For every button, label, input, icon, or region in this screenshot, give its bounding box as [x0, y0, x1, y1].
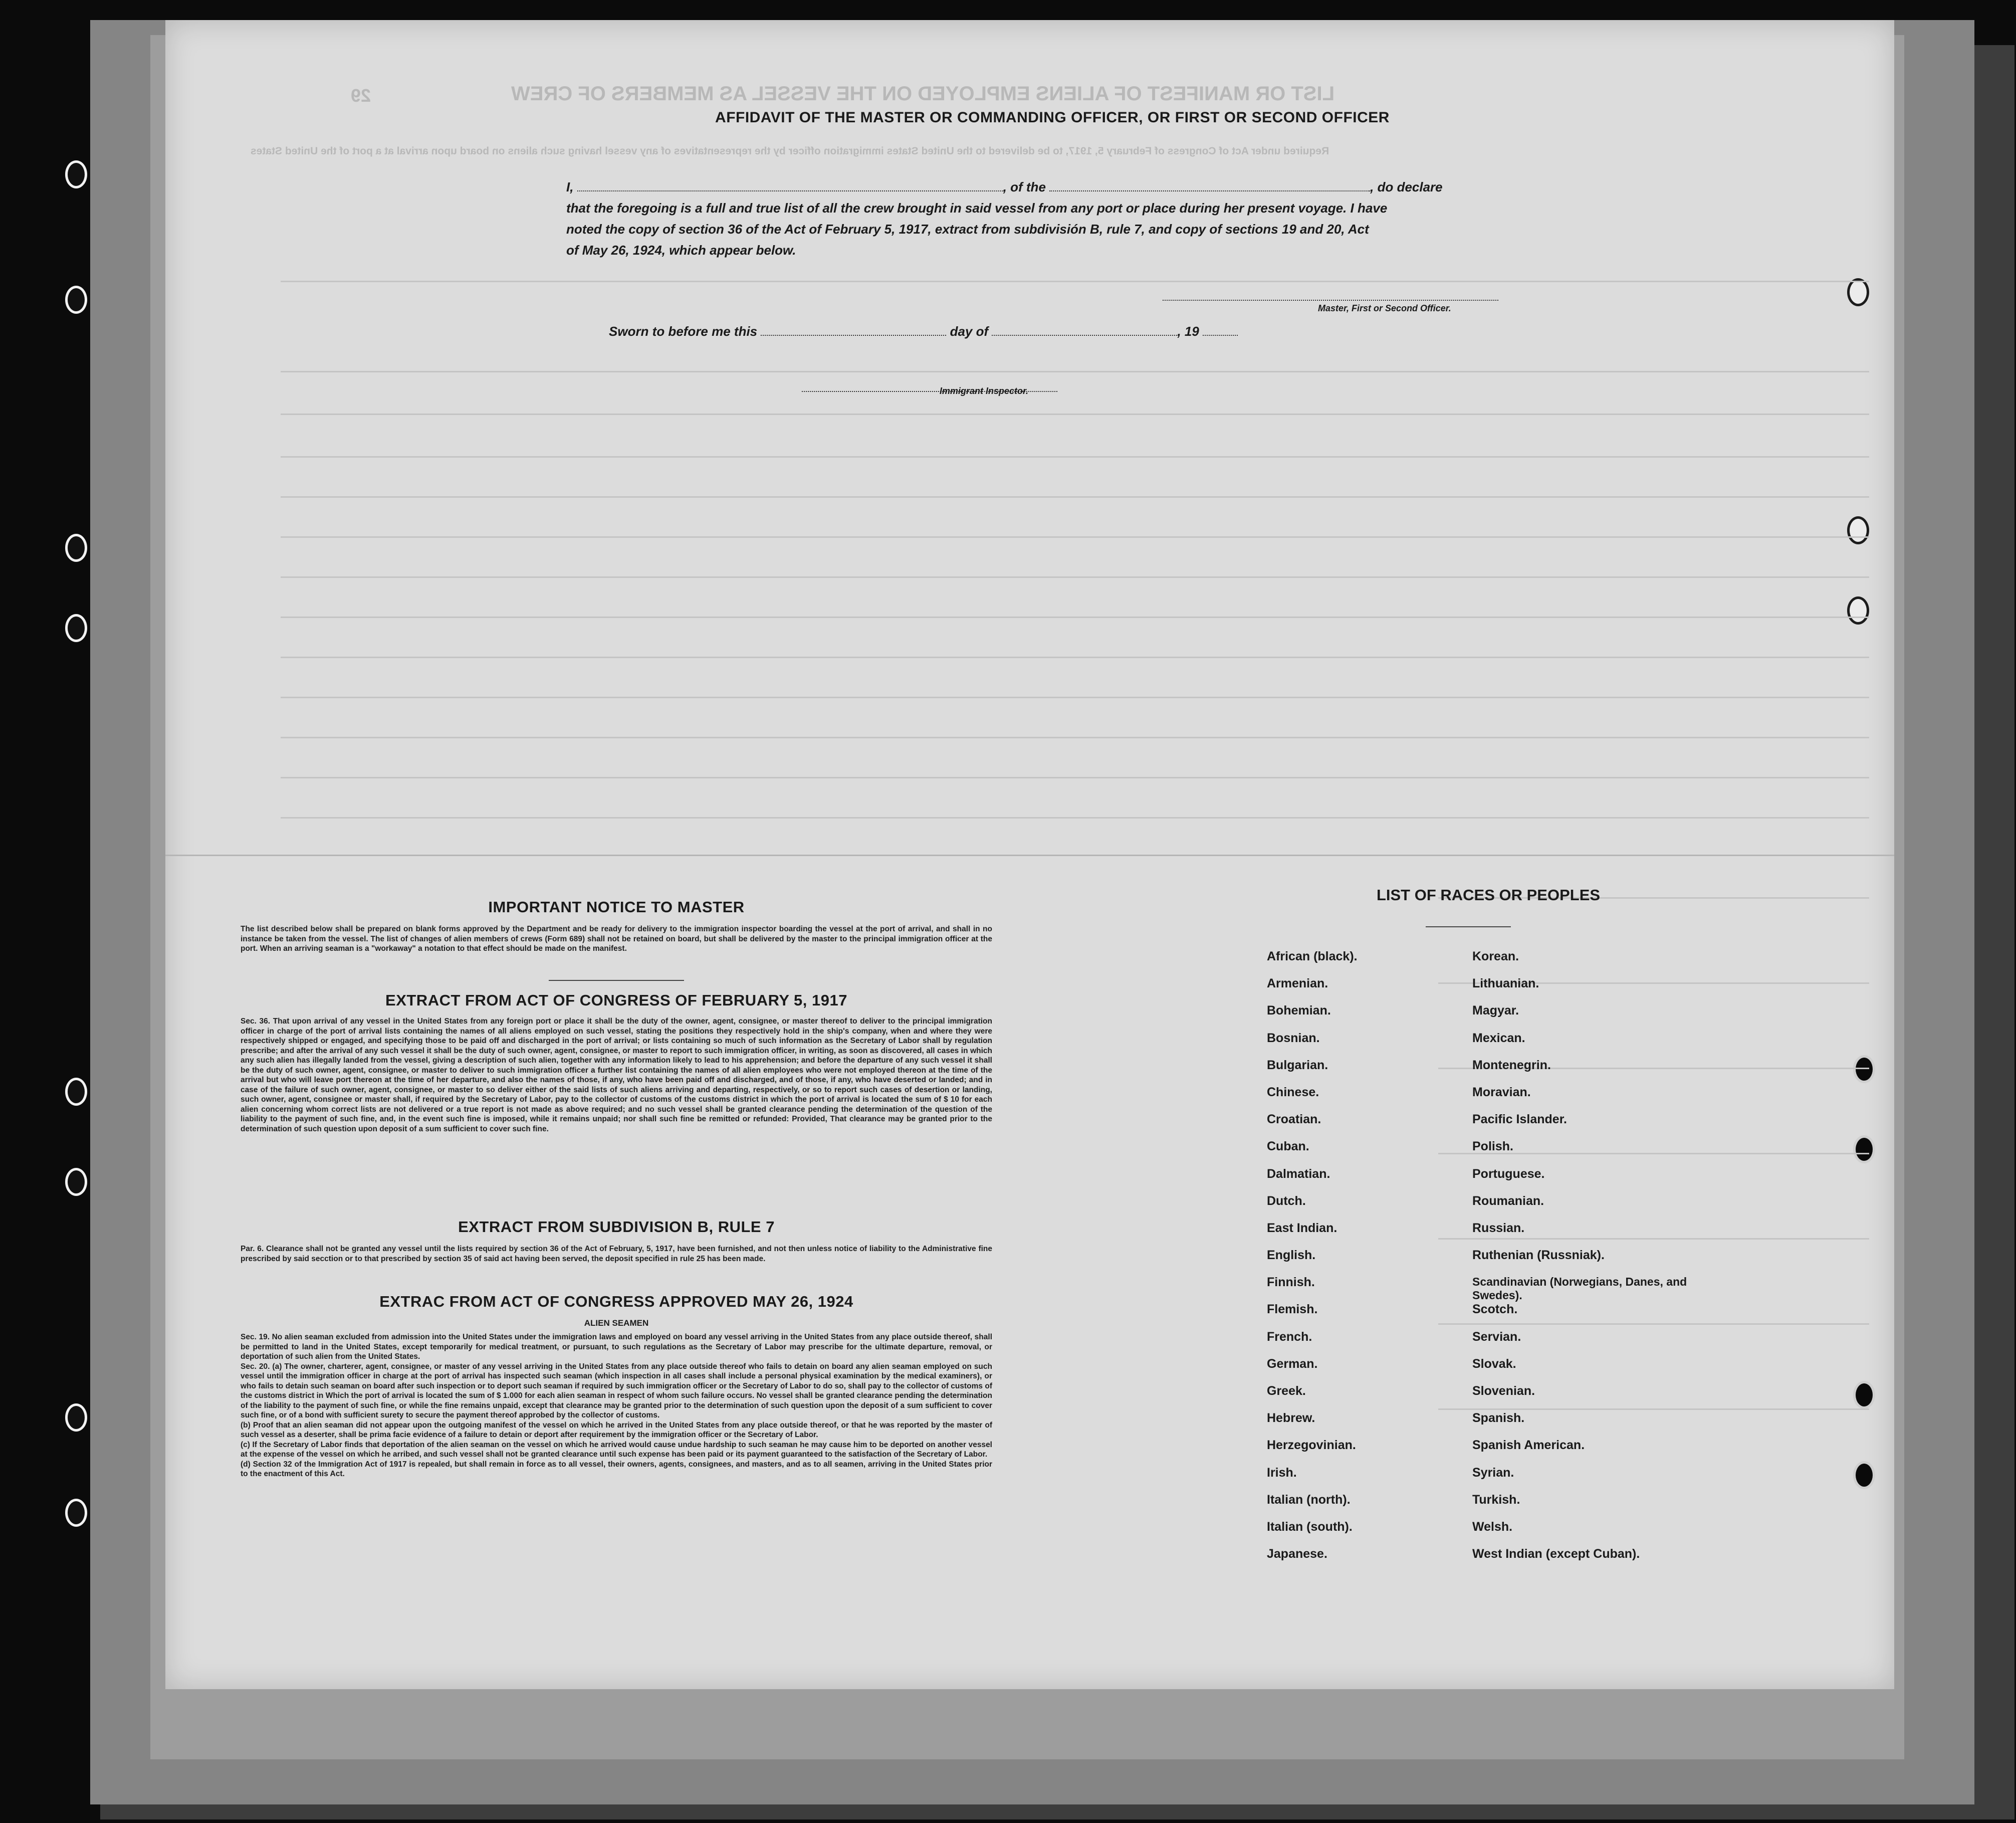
affidavit-line-2: that the foregoing is a full and true list of all the crew brought in said vessel from any port or place during her present voyage. I have — [566, 200, 1388, 216]
sworn-month-blank — [992, 335, 1177, 336]
extract-1924-body — [241, 1332, 992, 1479]
race-item: Syrian. — [1472, 1465, 1514, 1480]
affidavit-declare-label: , do declare — [1370, 179, 1443, 194]
race-item: Montenegrin. — [1472, 1058, 1551, 1072]
sworn-day-blank — [761, 335, 946, 336]
mirrored-ghost-number: 29 — [351, 85, 371, 106]
year-label: , 19 — [1177, 324, 1199, 339]
day-of-label: day of — [950, 324, 989, 339]
race-item: Slovak. — [1472, 1356, 1516, 1371]
race-item: Cuban. — [1267, 1139, 1309, 1154]
race-item: Spanish American. — [1472, 1438, 1585, 1453]
race-item: Bulgarian. — [1267, 1058, 1328, 1072]
sworn-year-blank — [1203, 335, 1238, 336]
notice-title: IMPORTANT NOTICE TO MASTER — [488, 898, 745, 916]
binder-hole — [65, 614, 87, 642]
race-item: Italian (south). — [1267, 1519, 1353, 1534]
race-item: Polish. — [1472, 1139, 1513, 1154]
sec-20c-text: (c) If the Secretary of Labor finds that deportation of the alien seaman on the vessel on which he arrived would cause undue hardship to such seaman he may cause him to be deported on another vessel at the expense of the vessel on which he arribed, and such vessel shall not be granted clearance until such expense has been paid or its payment guaranteed to the satisfaction of the Secretary of Labor. — [241, 1440, 992, 1459]
race-item: African (black). — [1267, 949, 1358, 963]
race-item: Finnish. — [1267, 1275, 1315, 1290]
binder-hole — [65, 1168, 87, 1196]
inspector-label: Immigrant Inspector. — [940, 386, 1029, 396]
mirrored-ghost-title: LIST OR MANIFEST OF ALIENS EMPLOYED ON THE VESSEL AS MEMBERS OF CREW — [511, 83, 1335, 105]
race-item: Lithuanian. — [1472, 976, 1539, 991]
punch-hole — [1853, 1461, 1875, 1489]
race-item: East Indian. — [1267, 1221, 1337, 1235]
sec-20b-text: (b) Proof that an alien seaman did not appear upon the outgoing manifest of the vessel on which he arrived in the United States from any place outside thereof, or that he was reported by the master of such vessel as a deserter, shall be prima facie evidence of a failure to detain or deport after requirement by the immigration officer or the Secretary of Labor. — [241, 1421, 992, 1439]
race-item: Pacific Islander. — [1472, 1112, 1567, 1127]
master-signature-blank — [1163, 300, 1498, 301]
extract-1917-body: Sec. 36. That upon arrival of any vessel in the United States from any foreign port or place it shall be the duty of the owner, agent, consignee, or master thereof to deliver to the principal immigration officer in charge of the port of arrival lists containing the names of all aliens employed on such vessel, stating the positions they respectively hold in the ship's company, when and where they were respectively shipped or engaged, and specifying those to be paid off and discharged in the port of arrival; or lists containing so much of such information as the Secretary of Labor shall by regulation prescribe; and after the arrival of any such vessel it shall be the duty of such owner, agent, consignee, or master to report to such immigration officer, in writing, as soon as discovered, all cases in which any such alien has illegally landed from the vessel, giving a description of such alien, together with any information likely to lead to his apprehension; and before the departure of any such vessel it shall be the duty of such owner, agent, consignee, or master to deliver to such immigration officer a further list containing the names of all alien employees who were not employed thereon at the time of the arrival but who will leave port thereon at the time of her departure, and also the names of those, if any, who have been paid off and discharged, and of those, if any, who have deserted or landed; and in case of the failure of such owner, agent, consignee, or master to so deliver either of the said lists of such aliens arriving and departing, respectively, or so to report such cases of desertion or landing, such owner, agent, consignee or master shall, if required by the Secretary of Labor, pay to the collector of customs of the customs district in which the port of arrival is located the sum of $ 10 for each alien concerning whom correct lists are not delivered or a true report is not made as above required; and no such vessel shall be granted clearance pending the determination of the question of the liability to the payment of such fine, and, in the event such fine is imposed, while it remains unpaid; nor shall such fine be remitted or refunded: Provided, That clearance may be granted prior to the determination of such question upon deposit of a sum sufficient to cover such fine. — [241, 1017, 992, 1133]
race-item: Herzegovinian. — [1267, 1438, 1356, 1453]
fold-line — [165, 855, 1894, 856]
race-item: Slovenian. — [1472, 1384, 1535, 1398]
race-item: Moravian. — [1472, 1085, 1531, 1099]
alien-seamen-subtitle: ALIEN SEAMEN — [584, 1318, 649, 1328]
race-item: Chinese. — [1267, 1085, 1319, 1099]
vessel-blank — [1049, 190, 1370, 191]
notice-body: The list described below shall be prepared on blank forms approved by the Department and be ready for delivery to the immigration inspector boarding the vessel at the port of arrival, and shall in no instance be taken from the vessel. The list of changes of alien members of crews (Form 689) shall not be retained on board, but shall be delivered by the master to the principal immigration officer at the port. When an arriving seaman is a "workaway" a notation to that effect should be made on the manifest. — [241, 925, 992, 953]
race-item: Flemish. — [1267, 1302, 1318, 1317]
race-item: Hebrew. — [1267, 1411, 1315, 1426]
binder-hole — [65, 1078, 87, 1106]
extract-1924-title: EXTRAC FROM ACT OF CONGRESS APPROVED MAY 26, 1924 — [379, 1293, 853, 1310]
race-item: Turkish. — [1472, 1492, 1520, 1507]
name-blank — [577, 190, 1003, 191]
race-item: Korean. — [1472, 949, 1519, 963]
binder-hole — [65, 160, 87, 188]
affidavit-i-label: I, — [566, 179, 574, 194]
race-item: Servian. — [1472, 1329, 1521, 1344]
affidavit-line-3: noted the copy of section 36 of the Act of February 5, 1917, extract from subdivisión B, rule 7, and copy of sections 19 and 20, Act — [566, 222, 1369, 237]
rule-7-body: Par. 6. Clearance shall not be granted any vessel until the lists required by section 36 of the Act of February, 5, 1917, have been furnished, and not then unless notice of liability to the Administrative fine prescribed by said secction or to that prescribed by section 35 of said act having been served, the deposit specified in rule 25 has been made. — [241, 1245, 992, 1263]
affidavit-line-1 — [566, 178, 1548, 196]
race-item: Bohemian. — [1267, 1003, 1331, 1018]
race-item: Scotch. — [1472, 1302, 1518, 1317]
binder-hole — [65, 1403, 87, 1432]
race-item: German. — [1267, 1356, 1318, 1371]
affidavit-line-4: of May 26, 1924, which appear below. — [566, 243, 796, 258]
race-item: Welsh. — [1472, 1519, 1513, 1534]
race-item: Roumanian. — [1472, 1193, 1544, 1208]
race-item: Portuguese. — [1472, 1166, 1545, 1181]
race-item: Croatian. — [1267, 1112, 1321, 1127]
race-item: Spanish. — [1472, 1411, 1525, 1426]
affidavit-title: AFFIDAVIT OF THE MASTER OR COMMANDING OFFICER, OR FIRST OR SECOND OFFICER — [715, 109, 1390, 126]
punch-hole — [1847, 278, 1869, 306]
race-item: Armenian. — [1267, 976, 1328, 991]
race-item: Bosnian. — [1267, 1031, 1320, 1045]
race-item: French. — [1267, 1329, 1312, 1344]
race-item: Dalmatian. — [1267, 1166, 1330, 1181]
race-item: Greek. — [1267, 1384, 1306, 1398]
affidavit-of-label: , of the — [1003, 179, 1046, 194]
sworn-label: Sworn to before me this — [609, 324, 758, 339]
race-item: Mexican. — [1472, 1031, 1525, 1045]
punch-hole — [1853, 1381, 1875, 1409]
race-item: Russian. — [1472, 1221, 1525, 1235]
sec-20d-text: (d) Section 32 of the Immigration Act of 1917 is repealed, but shall remain in force as to all vessel, their owners, agents, consignees, and masters, and as to all seamen, arriving in the United States prior to the enactment of this Act. — [241, 1460, 992, 1478]
races-left-column — [1267, 949, 1477, 1574]
sec-19-text: Sec. 19. No alien seaman excluded from admission into the United States under the immigration laws and employed on board any vessel arriving in the United States from any place outside thereof, shall be permitted to land in the United States, except temporarily for medical treatment, or pursuant, to such regulations as the Secretary of Labor may prescribe for the ultimate departure, removal, or deportation of such alien from the United States. — [241, 1333, 992, 1361]
binder-hole — [65, 534, 87, 562]
race-item: Irish. — [1267, 1465, 1297, 1480]
race-item: West Indian (except Cuban). — [1472, 1547, 1640, 1561]
punch-hole — [1853, 1055, 1875, 1083]
punch-hole — [1853, 1135, 1875, 1163]
race-item: Ruthenian (Russniak). — [1472, 1248, 1605, 1263]
binder-hole — [65, 286, 87, 314]
section-rule — [549, 980, 684, 981]
punch-hole — [1847, 596, 1869, 625]
races-right-column — [1472, 949, 1733, 1574]
mirrored-ghost-subtitle: Required under Act of Congress of February 5, 1917, to be delivered to the United States immigration officer by the representatives of any vessel having such aliens on board upon arrival at a port of the United States — [251, 145, 1329, 157]
extract-1917-title: EXTRACT FROM ACT OF CONGRESS OF FEBRUARY 5, 1917 — [385, 991, 847, 1009]
binder-hole — [65, 1499, 87, 1527]
punch-hole — [1847, 516, 1869, 544]
race-item: English. — [1267, 1248, 1316, 1263]
race-item: Japanese. — [1267, 1547, 1327, 1561]
sworn-line — [609, 322, 1285, 340]
race-item: Dutch. — [1267, 1193, 1306, 1208]
races-title: LIST OF RACES OR PEOPLES — [1376, 886, 1601, 904]
sec-20a-text: Sec. 20. (a) The owner, charterer, agent, consignee, or master of any vessel arriving in the United States from any place outside thereof who fails to detain on board any alien seaman employed on such vessel until the immigration officer in charge at the port of arrival has inspected such seaman (which inspection in all cases shall include a personal physical examination by the medical examiners), or who fails to detain such seaman on board after such inspection or to deport such seaman if required by such immigration officer or the Secretary of Labor to do so, shall pay to the collector of customs of the customs district in Which the port of arrival is located the sum of $ 1.000 for each alien seaman in respect of whom such failure occurs. No vessel shall be granted clearance pending the determination of the liability to the payment of such fine, or while the fine remains unpaid, except that clearance may be granted prior to the determination of such question upon the deposit of a sum sufficient to cover such fine, or of a bond with sufficient surety to secure the payment thereof approbed by the collector of customs. — [241, 1362, 992, 1420]
master-label: Master, First or Second Officer. — [1318, 303, 1451, 313]
race-item: Italian (north). — [1267, 1492, 1351, 1507]
race-item: Scandinavian (Norwegians, Danes, and Swedes). — [1472, 1275, 1687, 1302]
races-rule — [1426, 926, 1511, 927]
race-item: Magyar. — [1472, 1003, 1519, 1018]
rule-7-title: EXTRACT FROM SUBDIVISION B, RULE 7 — [458, 1218, 775, 1236]
